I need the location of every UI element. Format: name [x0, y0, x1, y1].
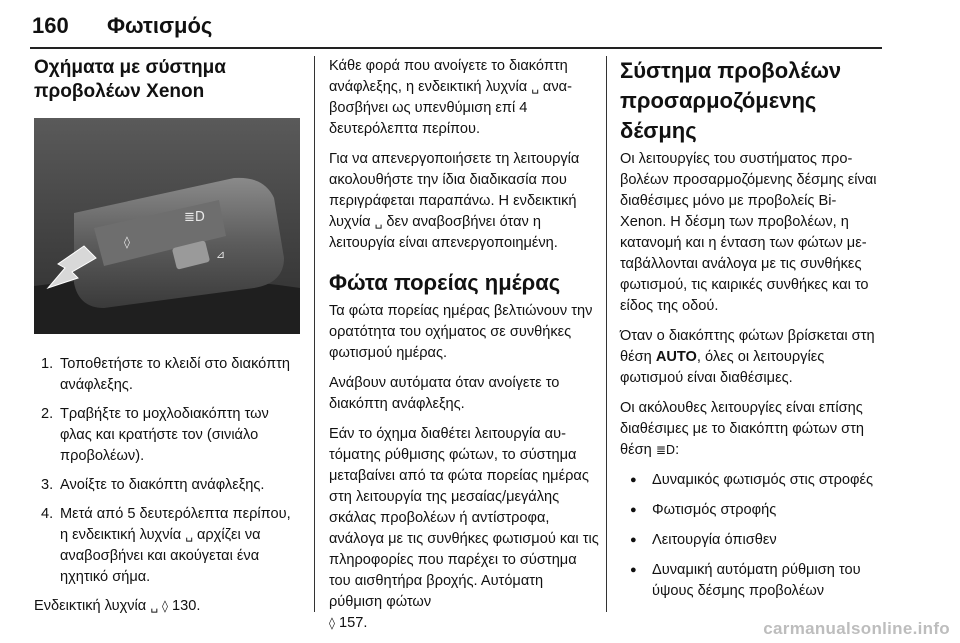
- page-title: Φωτισμός: [107, 13, 213, 38]
- svg-text:⊿: ⊿: [216, 248, 226, 261]
- paragraph: Τα φώτα πορείας ημέρας βελτιώνουν την ορατότητα του οχήματος σε συνθήκες φωτισμού ημέρας.: [329, 303, 593, 361]
- instruction-list: [34, 354, 300, 588]
- paragraph: Οι λειτουργίες του συστήματος προβολέων προσαρμοζόμενης δέσμης είναι διαθέσιμες μόνο με προβολείς Bi-Xenon. Η δέσμη των προβολέων, η κατανομή και η ένταση των φώτων μεταβάλλονται ανάλογα με τις συνθήκες φωτισμού, τις καιρικές συνθήκες και το είδος της οδού.: [620, 151, 877, 314]
- page-ref-arrow-icon: ◊: [329, 616, 335, 630]
- section-heading-xenon: Οχήματα με σύστημα προβολέων Xenon: [34, 57, 226, 102]
- svg-text:◊: ◊: [124, 235, 130, 249]
- svg-text:≣D: ≣D: [184, 210, 205, 225]
- section-heading-daytime-running-lights: Φώτα πορείας ημέρας: [329, 270, 561, 295]
- watermark: carmanualsonline.info: [763, 619, 950, 638]
- feature-list: [620, 470, 882, 602]
- paragraph: Οι ακόλουθες λειτουργίες είναι επίσης διαθέσιμες με το διακόπτη φώτων στη θέση ≣D:: [620, 400, 865, 458]
- cross-reference: Ενδεικτική λυχνία ␣ ◊ 130.: [34, 598, 201, 614]
- header-rule: [30, 47, 882, 49]
- list-item: ● Δυναμικός φωτισμός στις στροφές: [620, 470, 882, 491]
- paragraph: Ανάβουν αυτόματα όταν ανοίγετε το διακόπτη ανάφλεξης.: [329, 375, 560, 412]
- indicator-lamp-icon: ␣: [374, 215, 383, 229]
- indicator-lamp-icon: ␣: [531, 80, 539, 94]
- list-item: ● Φωτισμός στροφής: [620, 500, 882, 521]
- paragraph: Για να απενεργοποιήσετε τη λειτουργία ακολουθήστε την ίδια διαδικασία που περιγράφεται παραπάνω. Η ενδεικτική λυχνία ␣ δεν αναβοσβήνει όταν η λειτουργία είναι απενεργοποιημένη.: [329, 151, 580, 251]
- column-middle: [329, 56, 599, 643]
- column-right: [620, 56, 882, 611]
- list-item: 1. Τοποθετήστε το κλειδί στο διακόπτη ανάφλεξης.: [41, 356, 291, 393]
- indicator-lamp-icon: ␣: [185, 528, 193, 542]
- paragraph: Κάθε φορά που ανοίγετε το διακόπτη ανάφλεξης, η ενδεικτική λυχνία ␣ αναβοσβήνει ως υπενθύμιση επί 4 δευτερόλεπτα περίπου.: [329, 58, 572, 137]
- page-ref-arrow-icon: ◊: [162, 599, 168, 613]
- page-number: 160: [32, 13, 69, 38]
- column-divider: [606, 56, 607, 612]
- page-link[interactable]: 157.: [339, 615, 368, 631]
- paragraph: Όταν ο διακόπτης φώτων βρίσκεται στη θέση AUTO, όλες οι λειτουργίες φωτισμού είναι διαθέσιμες.: [620, 328, 875, 386]
- page-link[interactable]: 130.: [172, 598, 201, 614]
- list-item: ● Λειτουργία όπισθεν: [620, 530, 882, 551]
- headlight-switch-icon: ≣D: [655, 443, 676, 457]
- section-heading-adaptive-headlights: Σύστημα προβολέων προσαρμοζόμενης δέσμης: [620, 58, 842, 143]
- list-item: 3. Ανοίξτε το διακόπτη ανάφλεξης.: [41, 477, 265, 493]
- column-left: [34, 56, 300, 626]
- column-divider: [314, 56, 315, 612]
- indicator-lamp-icon: ␣: [150, 599, 158, 613]
- turn-signal-lever-illustration: [34, 118, 300, 334]
- list-item: 2. Τραβήξτε το μοχλοδιακόπτη των φλας και κρατήστε τον (σινιάλο προβολέων).: [41, 406, 269, 464]
- list-item: 4. Μετά από 5 δευτερόλεπτα περίπου, η ενδεικτική λυχνία ␣ αρχίζει να αναβοσβήνει και ακούγεται ένα ηχητικό σήμα.: [41, 506, 291, 585]
- paragraph: Εάν το όχημα διαθέτει λειτουργία αυτόματης ρύθμισης φώτων, το σύστημα μεταβαίνει από τα φώτα πορείας ημέρας στη λειτουργία της μεσαίας/μεγάλης σκάλας προβολέων ή αντίστροφα, ανάλογα με τις συνθήκες φωτισμού και τις πληροφορίες που παρέχει το σύστημα του αισθητήρα βροχής. Αυτόματη ρύθμιση φώτων ◊ 157.: [329, 426, 599, 631]
- list-item: ● Δυναμική αυτόματη ρύθμιση του ύψους δέσμης προβολέων: [620, 560, 882, 602]
